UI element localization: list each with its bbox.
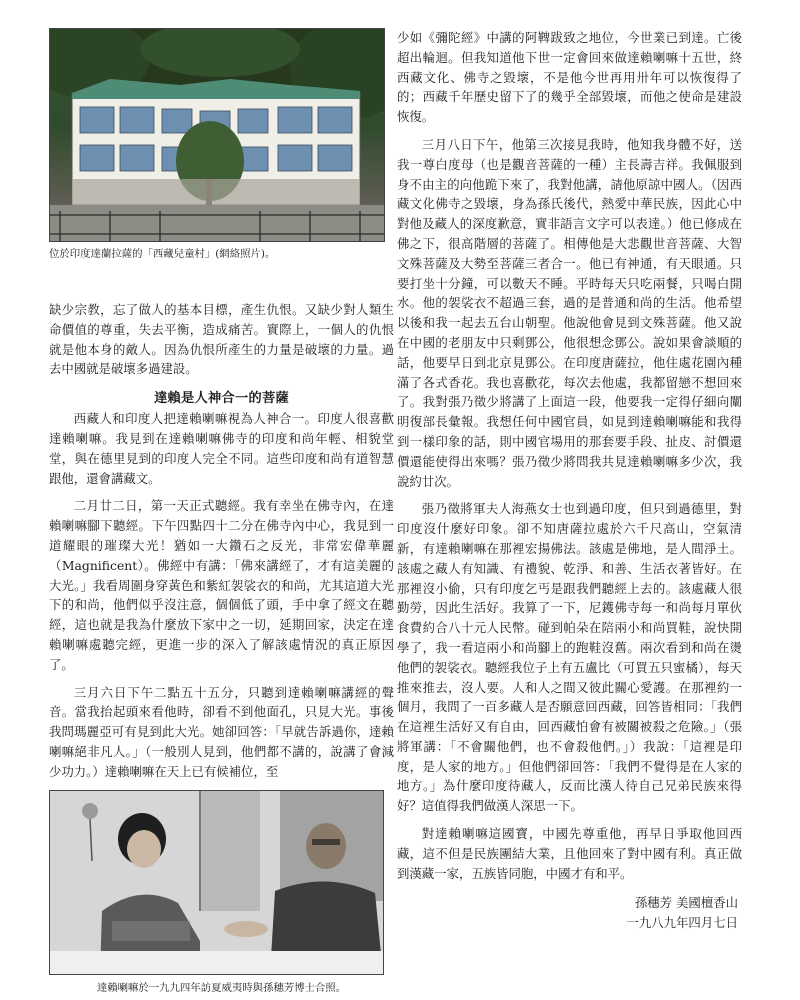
paragraph-mar-8: 三月八日下午，他第三次接見我時，他知我身體不好，送我一尊白度母（也是觀音菩薩的一種）主長壽吉祥。我佩服到身不由主的向他跪下來了，我對他講，請他原諒中國人。（因西藏文化佛寺之毀壞，身為孫氏後代，熱愛中華民族，因此心中對他及藏人的深度歉意，實非語言文字可以表達。）他已修成在佛之下，很高階層的菩薩了。相傳他是大悲觀世音菩薩、大智文殊菩薩及大勢至菩薩三者合一。他已有神通，有天眼通。只要打坐十分鐘，可以數天不睡。平時每天只吃兩餐，只喝白開水。他的袈裟衣不超過三套，過的是普通和尚的生活。他希望以後和我一起去五台山朝聖。他說他會見到文殊菩薩。他又說在中國的老朋友中只剩鄧公，他很想念鄧公。說如果會談順的話，他要早日到北京見鄧公。在印度唐薩拉，他住處花園內種滿了各式香花。我也喜歡花，每次去他處，我都留戀不想回來了。我對張乃徵少將講了上面這一段，他要我一定得仔細向闡明復部長彙報。我想任何中國官員，如見到達賴喇嘛能和我得到一樣印象的話，則中國官場用的那套要手段、扯皮、討價還價還能使得出來嗎？張乃徵少將問我共見達賴喇嘛多少次，我說約廿次。 <box>397 136 742 489</box>
section-heading: 達賴是人神合一的菩薩 <box>154 391 289 407</box>
children-village-building-photo-icon <box>50 29 384 241</box>
paragraph-feb-22: 二月廿二日，第一天正式聽經。我有幸坐在佛寺內，在達賴喇嘛腳下聽經。下午四點四十二分在佛寺內中心，我見到一道耀眼的璀璨大光！猶如一大鑽石之反光，非常宏偉華麗（Magnificent）。佛經中有講：「佛來講經了，才有這美麗的大光。」我看周圍身穿黃色和紫紅袈裟衣的和尚，尤其這道大光下的和尚，他們似乎沒注意，個個低了頭，手中拿了經文在聽經，這也就是我為什麼放下家中之一切，延期回家，決定在達賴喇嘛處聽完經，更進一步的深入了解該處情況的真正原因了。 <box>49 498 394 672</box>
signature-block <box>397 893 742 933</box>
signature-author: 孫穗芳 美國檀香山 <box>634 895 738 911</box>
photo-top-caption: 位於印度達蘭拉薩的「西藏兒童村」(網絡照片)。 <box>49 248 276 260</box>
meeting-photo <box>49 790 384 975</box>
paragraph-mar-6: 三月六日下午二點五十五分，只聽到達賴喇嘛講經的聲音。當我抬起頭來看他時，卻看不到他面孔，只見大光。事後我問瑪麗亞可有見到此大光。她卻回答：「早就告訴過你，達賴喇嘛絕非凡人。」（一般別人見到，他們都不講的，說講了會減少功力。）達賴喇嘛在天上已有候補位，至 <box>49 684 394 779</box>
dalai-lama-meeting-photo-icon <box>50 791 383 974</box>
paragraph-national-treasure: 對達賴喇嘛這國寶，中國先尊重他，再早日爭取他回西藏，這不但是民族團結大業，且他回來了對中國有利。真正做到漢藏一家，五族皆同胞，中國才有和平。 <box>397 826 742 881</box>
paragraph-general-wife: 張乃徵將軍夫人海燕女士也到過印度，但只到過德里，對印度沒什麼好印象。卻不知唐薩拉處於六千尺高山，空氣清新，有達賴喇嘛在那裡宏揚佛法。該處是佛地，是人間淨土。該處之藏人有知識、有禮貌、乾淨、和善、生活衣著皆好。在那裡沒小偷，只有印度乞丐是跟我們聽經上去的。該處藏人很勤勞，因此生活好。我算了一下，尼鑊佛寺每一和尚每月單伙食費約合八十元人民幣。碰到帕朵在陪兩小和尚買鞋，說快開學了，我一看這兩小和尚腳上的跑鞋沒舊。兩次看到和尚在燙他們的袈裟衣。聽經我位子上有五盧比（可買五只蜜橘），每天推來推去，沒人要。人和人之間又彼此關心愛護。在那裡約一個月，我問了一百多藏人是否願意回西藏，回答皆相同：「我們在這裡生活好又有自由，回西藏怕會有被關被殺之危險。」（張將軍講：「不會關他們，也不會殺他們。」）我說：「這裡是印度，是人家的地方。」但他們卻回答：「我們不覺得是在人家的地方。」為什麼印度待藏人，反而比漢人待自己兄弟民族來得好？這值得我們做漢人深思一下。 <box>397 501 742 814</box>
paragraph-indian-monks: 西藏人和印度人把達賴喇嘛視為人神合一。印度人很喜歡達賴喇嘛。我見到在達賴喇嘛佛寺的印度和尚年輕、相貌堂堂，與在德里見到的印度人完全不同。這些印度和尚有道智慧跟他，還會講藏文。 <box>49 411 394 486</box>
paragraph-hatred: 缺少宗教，忘了做人的基本目標，產生仇恨。又缺少對人類生命價值的尊重，失去平衡，造成痛苦。實際上，一個人的仇恨就是他本身的敵人。因為仇恨所產生的力量是破壞的力量。過去中國就是破壞多過建設。 <box>49 302 394 377</box>
left-column <box>49 28 394 996</box>
signature-date: 一九八九年四月七日 <box>626 915 738 931</box>
children-village-photo <box>49 28 385 242</box>
photo-bottom-caption: 達賴喇嘛於一九九四年訪夏威夷時與孫穗芳博士合照。 <box>96 981 347 994</box>
paragraph-amitabha: 少如《彌陀經》中講的阿鞞跋致之地位，今世業已到達。亡後超出輪迴。但我知道他下世一定會回來做達賴喇嘛十五世，終西藏文化、佛寺之毀壞，不是他今世再用卅年可以恢復得了的；西藏千年歷史留下了的幾乎全部毀壞，而他之使命是建設恢復。 <box>397 30 742 125</box>
right-column <box>397 28 742 933</box>
